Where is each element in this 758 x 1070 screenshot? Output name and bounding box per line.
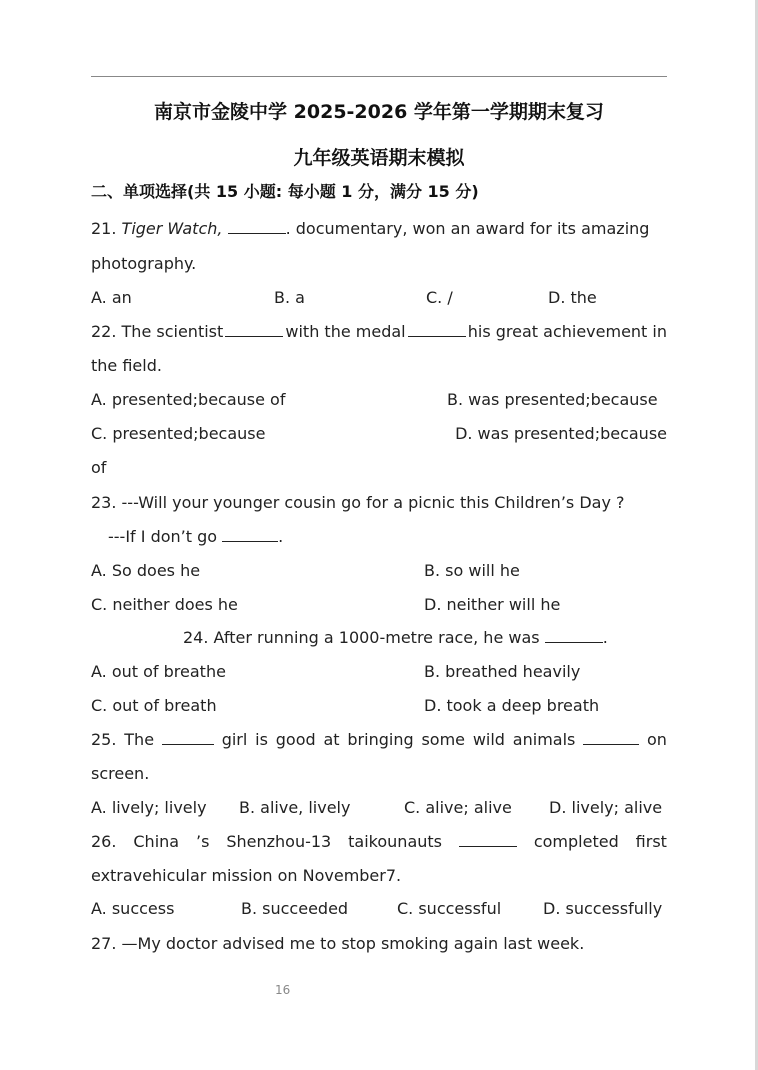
q24-option-b: B. breathed heavily [424, 662, 581, 681]
q21-option-c: C. / [426, 288, 453, 307]
q22-option-c: C. presented;because [91, 424, 266, 443]
q21-stem [91, 221, 667, 237]
answer-blank [222, 529, 278, 542]
page-number: 16 [275, 983, 291, 997]
exam-title: 南京市金陵中学 2025-2026 学年第一学期期末复习 [154, 101, 604, 123]
q22-option-b: B. was presented;because [447, 390, 658, 409]
q23-response: ---If I don’t go . [108, 527, 284, 546]
q24-option-d: D. took a deep breath [424, 696, 600, 715]
q21-option-b: B. a [274, 288, 305, 307]
exam-subtitle: 九年级英语期末模拟 [293, 147, 465, 169]
section-heading: 二、单项选择(共 15 小题: 每小题 1 分，满分 15 分) [91, 182, 479, 201]
q23-option-d: D. neither will he [424, 595, 561, 614]
q24-option-a: A. out of breathe [91, 662, 226, 681]
answer-blank [545, 630, 603, 643]
q26-option-c: C. successful [397, 899, 502, 918]
q25-option-b: B. alive, lively [239, 798, 351, 817]
q21-option-a: A. an [91, 288, 132, 307]
q27-stem: 27. —My doctor advised me to stop smoking again last week. [91, 934, 585, 953]
answer-blank [459, 834, 517, 847]
header-rule [91, 76, 667, 77]
q26-stem: 26. China ’s Shenzhou-13 taikounauts completed first [91, 832, 667, 851]
q23-option-c: C. neither does he [91, 595, 238, 614]
q21-stem-start: 21. Tiger Watch, . documentary, won an award for its amazing [91, 219, 650, 238]
q22-option-a: A. presented;because of [91, 390, 286, 409]
answer-blank [408, 324, 466, 337]
q22-stem: 22. The scientist with the medal his great achievement in [91, 322, 667, 341]
answer-blank [162, 732, 214, 745]
q23-option-b: B. so will he [424, 561, 520, 580]
q22-option-d-wrap: of [91, 458, 107, 477]
q21-stem-continued: photography. [91, 254, 197, 273]
q25-stem: 25. The girl is good at bringing some wild animals on [91, 730, 667, 749]
q25-option-c: C. alive; alive [404, 798, 512, 817]
q26-stem-continued: extravehicular mission on November7. [91, 866, 402, 885]
q23-stem: 23. ---Will your younger cousin go for a picnic this Children’s Day ? [91, 493, 625, 512]
q24-stem: 24. After running a 1000-metre race, he was . [183, 628, 608, 647]
q25-option-a: A. lively; lively [91, 798, 207, 817]
q23-option-a: A. So does he [91, 561, 201, 580]
q22-option-d: D. was presented;because [455, 424, 667, 443]
q26-option-b: B. succeeded [241, 899, 349, 918]
q26-option-a: A. success [91, 899, 175, 918]
q25-option-d: D. lively; alive [549, 798, 663, 817]
answer-blank [583, 732, 639, 745]
q26-option-d: D. successfully [543, 899, 663, 918]
answer-blank [225, 324, 283, 337]
q24-option-c: C. out of breath [91, 696, 217, 715]
answer-blank [228, 221, 286, 234]
q25-stem-continued: screen. [91, 764, 150, 783]
q21-option-d: D. the [548, 288, 597, 307]
q22-stem-continued: the field. [91, 356, 162, 375]
